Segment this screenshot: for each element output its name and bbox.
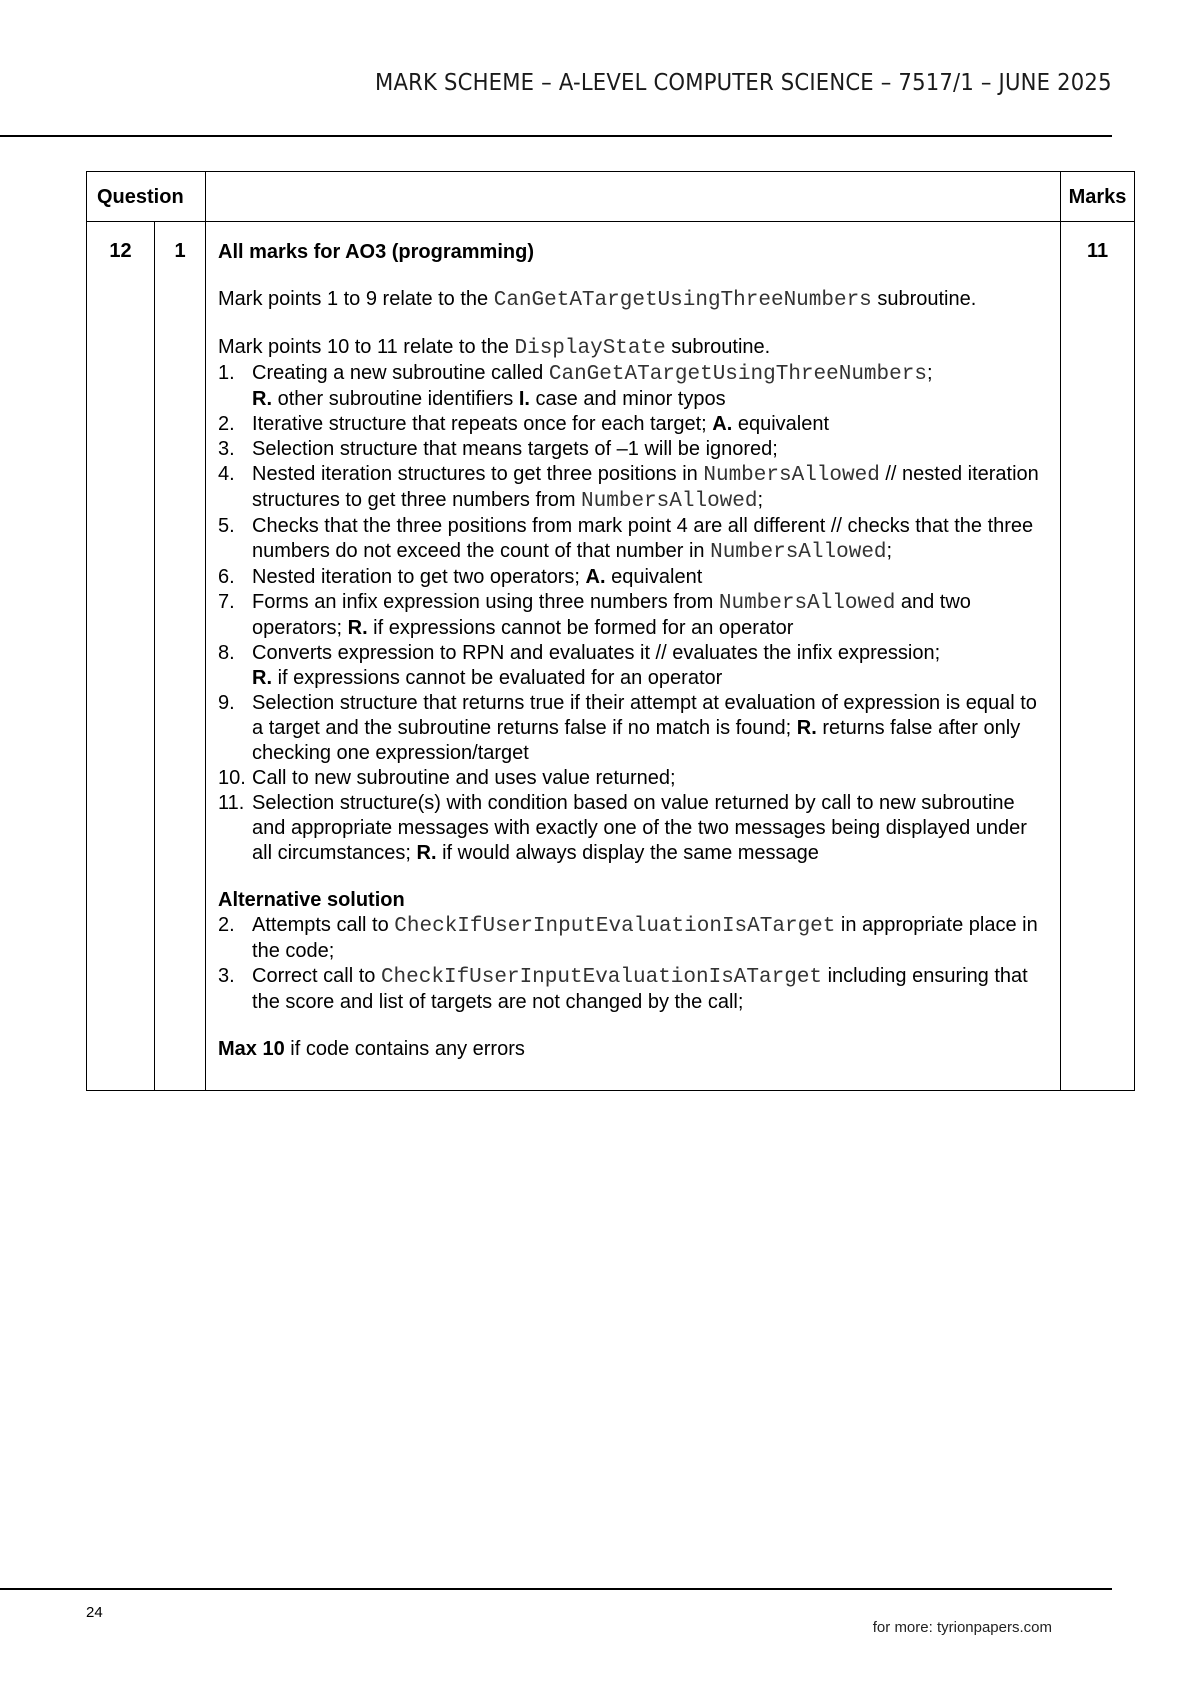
reject-marker: R.	[416, 842, 437, 864]
point-text: ;	[886, 540, 893, 562]
point-text: Nested iteration structures to get three positions in	[252, 463, 704, 485]
point-text: and two operators;	[252, 591, 971, 639]
mark-scheme-content	[206, 222, 1061, 1091]
point-number: 8.	[218, 642, 235, 664]
max-marks-note	[218, 1037, 1048, 1062]
intro-text: Mark points 10 to 11 relate to the	[218, 336, 515, 358]
point-text: Call to new subroutine and uses value returned;	[252, 767, 676, 789]
point-text: ;	[757, 489, 764, 511]
marks-column-header: Marks	[1061, 172, 1135, 222]
point-text: Selection structure(s) with condition based on value returned by call to new subroutine and appropriate messages with exactly one of the two messages being displayed under all circumstances;	[252, 792, 1027, 864]
question-column-header: Question	[87, 172, 206, 222]
footer-site-text: for more: tyrionpapers.com	[872, 1619, 1052, 1636]
point-text: Creating a new subroutine called	[252, 362, 549, 384]
accept-marker: A.	[585, 566, 606, 588]
point-number: 9.	[218, 692, 235, 714]
point-text: other subroutine identifiers	[272, 388, 519, 410]
point-number: 2.	[218, 914, 235, 936]
code-identifier: NumbersAllowed	[710, 541, 887, 564]
point-text: returns false after only checking one expression/target	[252, 717, 1021, 764]
list-item	[218, 766, 1048, 791]
code-identifier: NumbersAllowed	[703, 464, 880, 487]
list-item	[218, 514, 1048, 565]
code-identifier: CheckIfUserInputEvaluationIsATarget	[394, 915, 836, 938]
table-header-row	[87, 172, 1135, 222]
page-header-title: MARK SCHEME – A-LEVEL COMPUTER SCIENCE – 7517/1 – JUNE 2025	[375, 70, 1112, 96]
code-identifier: CanGetATargetUsingThreeNumbers	[548, 363, 927, 386]
mark-scheme-table	[86, 171, 1135, 1091]
list-item	[218, 361, 1048, 412]
point-number: 6.	[218, 566, 235, 588]
code-identifier: NumbersAllowed	[718, 592, 896, 615]
marks-value: 11	[1061, 222, 1135, 1091]
ao-heading: All marks for AO3 (programming)	[218, 241, 534, 263]
reject-marker: R.	[252, 667, 273, 689]
list-item	[218, 641, 1048, 691]
point-text: Iterative structure that repeats once for each target;	[252, 413, 713, 435]
point-text: Converts expression to RPN and evaluates it // evaluates the infix expression;	[252, 642, 941, 664]
point-number: 7.	[218, 591, 235, 613]
max-marks-text: if code contains any errors	[284, 1038, 525, 1060]
code-identifier: NumbersAllowed	[581, 490, 758, 513]
list-item	[218, 437, 1048, 462]
point-text: including ensuring that the score and list of targets are not changed by the call;	[252, 965, 1028, 1013]
content-column-header	[206, 172, 1061, 222]
point-text: ;	[926, 362, 933, 384]
point-number: 3.	[218, 438, 235, 460]
list-item	[218, 590, 1048, 641]
page-number: 24	[86, 1604, 103, 1621]
code-identifier: DisplayState	[514, 337, 666, 360]
point-text: if expressions cannot be formed for an operator	[367, 617, 794, 639]
alternative-solution-heading: Alternative solution	[218, 889, 405, 911]
list-item	[218, 412, 1048, 437]
question-number: 12	[87, 222, 155, 1091]
table-row	[87, 222, 1135, 1091]
point-text: if would always display the same message	[436, 842, 819, 864]
question-part: 1	[155, 222, 206, 1091]
point-number: 3.	[218, 965, 235, 987]
point-text: Forms an infix expression using three numbers from	[252, 591, 719, 613]
list-item	[218, 691, 1048, 766]
alternative-points-list	[218, 913, 1048, 1015]
intro-text: subroutine.	[665, 336, 771, 358]
list-item	[218, 791, 1048, 866]
header-divider	[0, 135, 1112, 137]
point-number: 11.	[218, 792, 245, 814]
footer-divider	[0, 1588, 1112, 1590]
point-text: if expressions cannot be evaluated for an operator	[272, 667, 723, 689]
reject-marker: R.	[796, 717, 817, 739]
list-item	[218, 565, 1048, 590]
point-text: case and minor typos	[529, 388, 726, 410]
intro-paragraph-1	[218, 287, 1048, 313]
intro-text: Mark points 1 to 9 relate to the	[218, 288, 494, 310]
list-item	[218, 462, 1048, 514]
point-text: in appropriate place in the code;	[252, 914, 1038, 962]
list-item	[218, 964, 1048, 1015]
code-identifier: CheckIfUserInputEvaluationIsATarget	[380, 966, 823, 989]
reject-marker: R.	[347, 617, 368, 639]
ignore-marker: I.	[518, 388, 530, 410]
point-text: Correct call to	[252, 965, 381, 987]
point-number: 4.	[218, 463, 235, 485]
mark-points-list	[218, 361, 1048, 866]
point-text: equivalent	[605, 566, 703, 588]
point-number: 5.	[218, 515, 235, 537]
point-number: 1.	[218, 362, 235, 384]
point-text: Selection structure that returns true if their attempt at evaluation of expression is equal to a target and the subroutine returns false if no match is found;	[252, 692, 1037, 739]
list-item	[218, 913, 1048, 964]
point-text: Attempts call to	[252, 914, 395, 936]
point-text: Selection structure that means targets of –1 will be ignored;	[252, 438, 778, 460]
reject-marker: R.	[252, 388, 273, 410]
code-identifier: CanGetATargetUsingThreeNumbers	[493, 289, 872, 312]
point-text: equivalent	[732, 413, 830, 435]
intro-paragraph-2	[218, 335, 1048, 361]
point-text: Nested iteration to get two operators;	[252, 566, 586, 588]
point-number: 10.	[218, 767, 246, 789]
max-marks-bold: Max 10	[218, 1038, 285, 1060]
intro-text: subroutine.	[871, 288, 977, 310]
point-number: 2.	[218, 413, 235, 435]
point-text: // nested iteration structures to get three numbers from	[252, 463, 1039, 511]
accept-marker: A.	[712, 413, 733, 435]
point-text: Checks that the three positions from mark point 4 are all different // checks that the three numbers do not exceed the count of that number in	[252, 515, 1034, 562]
